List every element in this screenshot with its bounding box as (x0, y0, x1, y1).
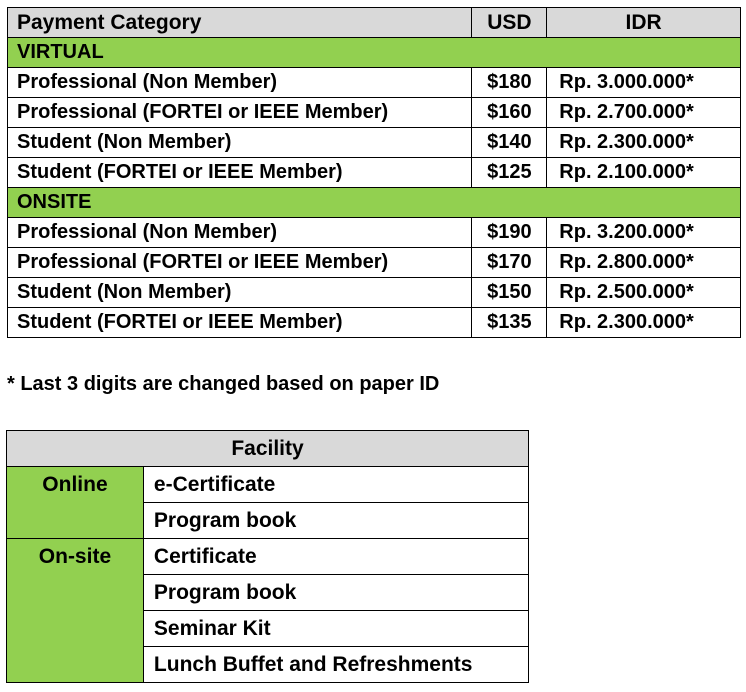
usd-cell: $150 (472, 278, 547, 308)
facility-item: Seminar Kit (143, 611, 528, 647)
header-payment-category: Payment Category (8, 8, 472, 38)
idr-cell: Rp. 3.200.000* (547, 218, 741, 248)
usd-cell: $140 (472, 128, 547, 158)
usd-cell: $125 (472, 158, 547, 188)
idr-cell: Rp. 3.000.000* (547, 68, 741, 98)
table-row (8, 218, 741, 248)
table-row (7, 539, 529, 575)
facility-header: Facility (7, 431, 529, 467)
facility-item: Lunch Buffet and Refreshments (143, 647, 528, 683)
category-cell: Professional (FORTEI or IEEE Member) (8, 98, 472, 128)
usd-cell: $170 (472, 248, 547, 278)
idr-cell: Rp. 2.300.000* (547, 128, 741, 158)
usd-cell: $190 (472, 218, 547, 248)
paper-id-note: * Last 3 digits are changed based on paper ID (7, 373, 440, 395)
table-row (8, 278, 741, 308)
usd-cell: $160 (472, 98, 547, 128)
table-row (8, 158, 741, 188)
idr-cell: Rp. 2.800.000* (547, 248, 741, 278)
usd-cell: $180 (472, 68, 547, 98)
header-idr: IDR (547, 8, 741, 38)
header-usd: USD (472, 8, 547, 38)
category-cell: Professional (Non Member) (8, 218, 472, 248)
category-cell: Student (FORTEI or IEEE Member) (8, 308, 472, 338)
facility-group-online: Online (7, 467, 144, 539)
category-cell: Student (Non Member) (8, 278, 472, 308)
payment-header-row (8, 8, 741, 38)
category-cell: Professional (FORTEI or IEEE Member) (8, 248, 472, 278)
table-row (8, 98, 741, 128)
idr-cell: Rp. 2.500.000* (547, 278, 741, 308)
facility-item: Certificate (143, 539, 528, 575)
idr-cell: Rp. 2.100.000* (547, 158, 741, 188)
section-row-virtual (8, 38, 741, 68)
facility-table (6, 430, 529, 683)
table-row (8, 68, 741, 98)
facility-item: e-Certificate (143, 467, 528, 503)
category-cell: Professional (Non Member) (8, 68, 472, 98)
table-row (8, 128, 741, 158)
table-row (8, 308, 741, 338)
idr-cell: Rp. 2.300.000* (547, 308, 741, 338)
facility-item: Program book (143, 503, 528, 539)
table-row (8, 248, 741, 278)
facility-item: Program book (143, 575, 528, 611)
payment-table (7, 7, 741, 338)
section-label: VIRTUAL (8, 38, 741, 68)
section-row-onsite (8, 188, 741, 218)
table-row (7, 467, 529, 503)
category-cell: Student (Non Member) (8, 128, 472, 158)
section-label: ONSITE (8, 188, 741, 218)
facility-header-row (7, 431, 529, 467)
facility-group-onsite: On-site (7, 539, 144, 683)
category-cell: Student (FORTEI or IEEE Member) (8, 158, 472, 188)
idr-cell: Rp. 2.700.000* (547, 98, 741, 128)
usd-cell: $135 (472, 308, 547, 338)
